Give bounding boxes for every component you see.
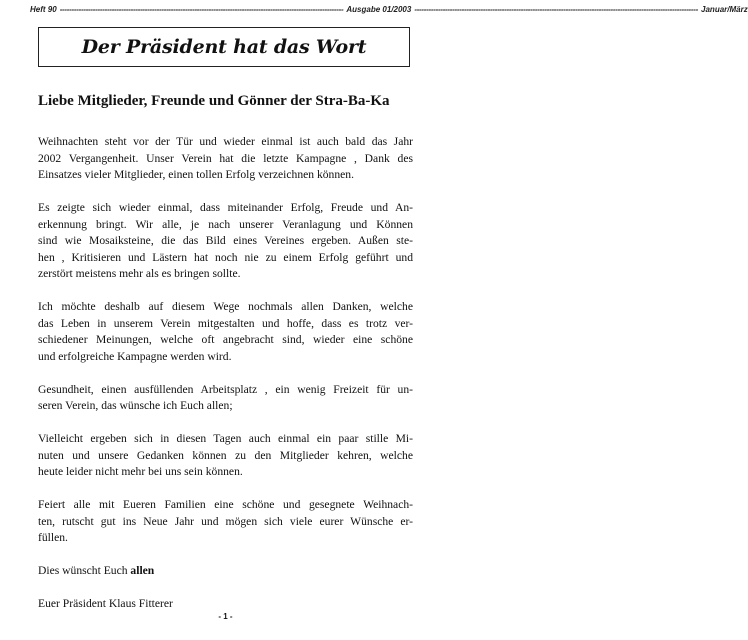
text-line: hen , Kritisieren und Lästern hat noch nie zu einem Erfolg geführt und [38,250,413,264]
salutation-heading: Liebe Mitglieder, Freunde und Gönner der Stra-Ba-Ka [38,93,390,109]
issue-edition: Ausgabe 01/2003 [346,5,412,14]
text-line: schiedener Meinungen, welche oft angebracht sind, wieder eine schöne [38,333,413,346]
text-line: erkennung bringt. Wir alle, je nach unserer Veranlagung und Können [38,217,413,231]
text-line: ten, rutscht gut ins Neue Jahr und mögen sich viele eurer Wünsche er- [38,514,413,528]
page-header [30,5,748,14]
text-line: Einsatzes vieler Mitglieder, einen tollen Erfolg verzeichnen können. [38,168,354,181]
paragraph-list [38,134,413,547]
text-line: Feiert alle mit Eueren Familien eine schöne und gesegnete Weihnach- [38,498,413,511]
text-line: Ich möchte deshalb auf diesem Wege nochmals allen Danken, welche [38,300,413,313]
paragraph [38,382,413,415]
text-line: heute leider nicht mehr bei uns sein können. [38,465,243,478]
signature-text: Euer Präsident Klaus Fitterer [38,597,173,610]
issue-number: Heft 90 [30,5,57,14]
page-number: - 1 - [218,612,233,621]
paragraph [38,200,413,283]
text-line: nuten und unsere Gedanken können zu den Mitglieder kehren, welche [38,448,413,462]
text-line: und erfolgreiche Kampagne werden wird. [38,349,232,363]
paragraph [38,299,413,365]
text-line: füllen. [38,531,68,544]
issue-months: Januar/März [701,5,748,14]
text-line: Gesundheit, einen ausfüllenden Arbeitsplatz , ein wenig Freizeit für un- [38,382,413,396]
text-line: Weihnachten steht vor der Tür und wieder einmal ist auch bald das Jahr [38,135,413,148]
closing-emphasis: allen [130,564,155,577]
text-line: Es zeigte sich wieder einmal, dass miteinander Erfolg, Freude und An- [38,201,413,214]
text-line: sind wie Mosaiksteine, die das Bild eines Vereines ergeben. Außen ste- [38,234,413,247]
title-box [38,27,410,67]
text-line: 2002 Vergangenheit. Unser Verein hat die letzte Kampagne , Dank des [38,151,413,165]
letter-body [38,134,413,629]
signature [38,596,413,613]
paragraph [38,431,413,481]
paragraph [38,497,413,547]
text-line: Vielleicht ergeben sich in diesen Tagen auch einmal ein paar stille Mi- [38,432,413,445]
page-title: Der Präsident hat das Wort [81,36,367,58]
header-divider: ------------------------------------------------------------------------------------------------------------------------ [59,5,344,14]
header-divider: ------------------------------------------------------------------------------------------------------------------------ [414,5,699,14]
text-line: zerstört meistens mehr als es bringen sollte. [38,267,241,280]
text-line: seren Verein, das wünsche ich Euch allen; [38,399,233,412]
closing-line [38,563,413,580]
paragraph [38,134,413,184]
closing-text: Dies wünscht Euch [38,564,131,577]
text-line: das Leben in unserem Verein mitgestalten und hoffe, dass es trotz ver- [38,316,413,330]
